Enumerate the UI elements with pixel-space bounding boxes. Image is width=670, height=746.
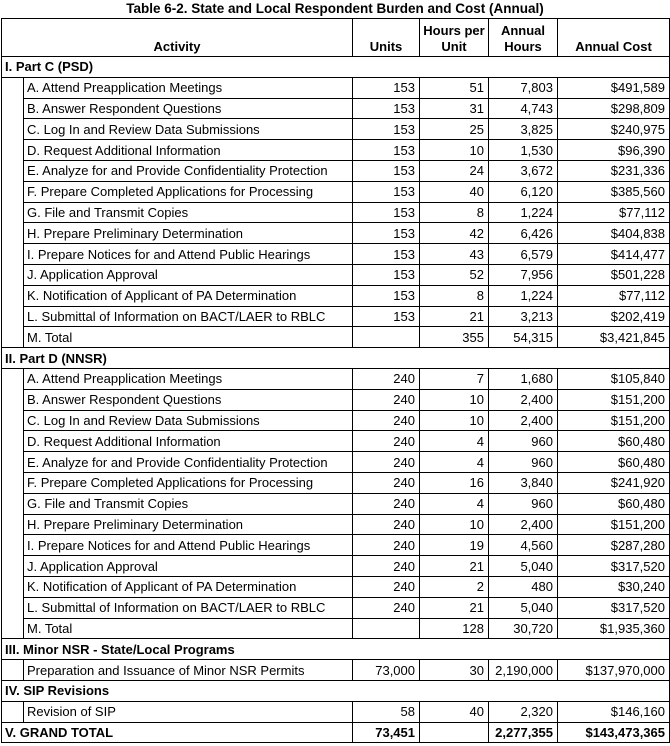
row-annual-hours: 6,579	[489, 244, 558, 265]
section-label: I. Part C (PSD)	[2, 57, 353, 78]
table-row	[2, 264, 670, 285]
header-annual-hours: Annual Hours	[489, 19, 558, 57]
row-units: 153	[353, 160, 420, 181]
row-annual-cost: $137,970,000	[558, 660, 670, 681]
row-indent	[2, 472, 24, 493]
grand-total-row	[2, 722, 670, 743]
row-indent	[2, 306, 24, 327]
table-row	[2, 181, 670, 202]
row-activity: H. Prepare Preliminary Determination	[24, 514, 353, 535]
row-indent	[2, 410, 24, 431]
section-header-fill	[353, 639, 670, 660]
row-activity: L. Submittal of Information on BACT/LAER to RBLC	[24, 597, 353, 618]
row-indent	[2, 368, 24, 389]
row-annual-cost: $151,200	[558, 389, 670, 410]
section-label: III. Minor NSR - State/Local Programs	[2, 639, 353, 660]
row-hours-per-unit: 19	[420, 535, 489, 556]
grand-total-hours-per-unit	[420, 722, 489, 743]
table-row	[2, 119, 670, 140]
row-hours-per-unit: 4	[420, 493, 489, 514]
row-units: 240	[353, 452, 420, 473]
row-activity: F. Prepare Completed Applications for Processing	[24, 181, 353, 202]
table-row	[2, 160, 670, 181]
row-hours-per-unit: 25	[420, 119, 489, 140]
row-annual-hours: 2,190,000	[489, 660, 558, 681]
row-activity: I. Prepare Notices for and Attend Public Hearings	[24, 244, 353, 265]
row-annual-hours: 7,803	[489, 77, 558, 98]
row-units: 240	[353, 472, 420, 493]
row-units: 240	[353, 556, 420, 577]
row-activity: E. Analyze for and Provide Confidentiality Protection	[24, 452, 353, 473]
table-row	[2, 223, 670, 244]
row-activity: A. Attend Preapplication Meetings	[24, 368, 353, 389]
table-row	[2, 597, 670, 618]
row-units: 153	[353, 98, 420, 119]
section-header-row	[2, 639, 670, 660]
section-label: II. Part D (NNSR)	[2, 348, 353, 369]
row-hours-per-unit: 10	[420, 389, 489, 410]
row-units: 240	[353, 535, 420, 556]
row-indent	[2, 514, 24, 535]
table-row	[2, 576, 670, 597]
row-hours-per-unit: 4	[420, 452, 489, 473]
row-units: 240	[353, 410, 420, 431]
row-activity: A. Attend Preapplication Meetings	[24, 77, 353, 98]
row-annual-hours: 1,680	[489, 368, 558, 389]
table-row	[2, 701, 670, 722]
table-row	[2, 556, 670, 577]
row-annual-hours: 2,320	[489, 701, 558, 722]
header-row	[2, 19, 670, 57]
row-annual-hours: 960	[489, 452, 558, 473]
grand-total-annual-hours: 2,277,355	[489, 722, 558, 743]
row-indent	[2, 597, 24, 618]
row-annual-hours: 6,426	[489, 223, 558, 244]
table-row	[2, 368, 670, 389]
row-annual-hours: 2,400	[489, 514, 558, 535]
row-activity: E. Analyze for and Provide Confidentiality Protection	[24, 160, 353, 181]
row-activity: L. Submittal of Information on BACT/LAER to RBLC	[24, 306, 353, 327]
row-annual-cost: $298,809	[558, 98, 670, 119]
table-row	[2, 535, 670, 556]
row-activity: C. Log In and Review Data Submissions	[24, 119, 353, 140]
row-indent	[2, 119, 24, 140]
table-row	[2, 244, 670, 265]
row-activity: I. Prepare Notices for and Attend Public Hearings	[24, 535, 353, 556]
table-row	[2, 140, 670, 161]
table-row	[2, 452, 670, 473]
row-hours-per-unit: 4	[420, 431, 489, 452]
row-annual-cost: $501,228	[558, 264, 670, 285]
row-activity: Preparation and Issuance of Minor NSR Permits	[24, 660, 353, 681]
row-annual-cost: $60,480	[558, 431, 670, 452]
row-hours-per-unit: 52	[420, 264, 489, 285]
row-annual-cost: $30,240	[558, 576, 670, 597]
row-annual-hours: 5,040	[489, 597, 558, 618]
row-hours-per-unit: 10	[420, 140, 489, 161]
row-annual-hours: 5,040	[489, 556, 558, 577]
row-annual-cost: $151,200	[558, 410, 670, 431]
row-units: 153	[353, 119, 420, 140]
row-hours-per-unit: 30	[420, 660, 489, 681]
row-annual-cost: $1,935,360	[558, 618, 670, 639]
row-units: 58	[353, 701, 420, 722]
row-annual-cost: $231,336	[558, 160, 670, 181]
row-annual-hours: 1,224	[489, 202, 558, 223]
grand-total-label: V. GRAND TOTAL	[2, 722, 353, 743]
row-annual-hours: 1,224	[489, 285, 558, 306]
row-annual-cost: $317,520	[558, 597, 670, 618]
row-indent	[2, 244, 24, 265]
row-units: 240	[353, 576, 420, 597]
row-annual-hours: 3,213	[489, 306, 558, 327]
row-annual-cost: $287,280	[558, 535, 670, 556]
row-units: 240	[353, 493, 420, 514]
row-annual-cost: $240,975	[558, 119, 670, 140]
row-annual-hours: 3,672	[489, 160, 558, 181]
row-hours-per-unit: 21	[420, 597, 489, 618]
row-hours-per-unit: 43	[420, 244, 489, 265]
row-activity: J. Application Approval	[24, 556, 353, 577]
row-activity: B. Answer Respondent Questions	[24, 98, 353, 119]
row-annual-cost: $241,920	[558, 472, 670, 493]
row-activity: H. Prepare Preliminary Determination	[24, 223, 353, 244]
row-units: 240	[353, 389, 420, 410]
row-hours-per-unit: 21	[420, 556, 489, 577]
row-hours-per-unit: 40	[420, 701, 489, 722]
row-hours-per-unit: 128	[420, 618, 489, 639]
row-hours-per-unit: 16	[420, 472, 489, 493]
row-indent	[2, 389, 24, 410]
row-activity: J. Application Approval	[24, 264, 353, 285]
row-hours-per-unit: 2	[420, 576, 489, 597]
header-hours-per-unit: Hours per Unit	[420, 19, 489, 57]
row-annual-hours: 3,840	[489, 472, 558, 493]
row-hours-per-unit: 10	[420, 514, 489, 535]
grand-total-annual-cost: $143,473,365	[558, 722, 670, 743]
row-indent	[2, 98, 24, 119]
row-annual-cost: $105,840	[558, 368, 670, 389]
row-hours-per-unit: 355	[420, 327, 489, 348]
row-activity: D. Request Additional Information	[24, 431, 353, 452]
row-hours-per-unit: 8	[420, 285, 489, 306]
row-annual-cost: $77,112	[558, 202, 670, 223]
row-annual-hours: 3,825	[489, 119, 558, 140]
row-hours-per-unit: 51	[420, 77, 489, 98]
section-label: IV. SIP Revisions	[2, 680, 353, 701]
row-annual-cost: $146,160	[558, 701, 670, 722]
row-activity: F. Prepare Completed Applications for Processing	[24, 472, 353, 493]
row-annual-cost: $317,520	[558, 556, 670, 577]
row-units: 153	[353, 244, 420, 265]
table-row	[2, 285, 670, 306]
row-activity: K. Notification of Applicant of PA Determination	[24, 285, 353, 306]
row-indent	[2, 160, 24, 181]
row-activity: K. Notification of Applicant of PA Determination	[24, 576, 353, 597]
row-indent	[2, 618, 24, 639]
row-indent	[2, 140, 24, 161]
table-row	[2, 98, 670, 119]
row-units: 153	[353, 181, 420, 202]
row-units: 153	[353, 306, 420, 327]
row-units: 153	[353, 264, 420, 285]
burden-cost-table	[1, 18, 670, 743]
row-indent	[2, 181, 24, 202]
table-row	[2, 472, 670, 493]
table-row	[2, 202, 670, 223]
row-hours-per-unit: 31	[420, 98, 489, 119]
table-row	[2, 306, 670, 327]
row-units: 240	[353, 431, 420, 452]
header-annual-cost: Annual Cost	[558, 19, 670, 57]
row-units: 153	[353, 77, 420, 98]
header-units: Units	[353, 19, 420, 57]
row-activity: C. Log In and Review Data Submissions	[24, 410, 353, 431]
section-header-fill	[353, 57, 670, 78]
row-activity: G. File and Transmit Copies	[24, 493, 353, 514]
table-row	[2, 327, 670, 348]
row-activity: G. File and Transmit Copies	[24, 202, 353, 223]
grand-total-units: 73,451	[353, 722, 420, 743]
table-row	[2, 493, 670, 514]
row-activity: M. Total	[24, 618, 353, 639]
row-indent	[2, 77, 24, 98]
row-indent	[2, 556, 24, 577]
row-units: 73,000	[353, 660, 420, 681]
row-units: 240	[353, 368, 420, 389]
row-hours-per-unit: 10	[420, 410, 489, 431]
row-indent	[2, 535, 24, 556]
row-indent	[2, 701, 24, 722]
row-annual-hours: 4,560	[489, 535, 558, 556]
row-annual-cost: $60,480	[558, 452, 670, 473]
row-indent	[2, 431, 24, 452]
table-row	[2, 618, 670, 639]
section-header-row	[2, 57, 670, 78]
row-units: 153	[353, 285, 420, 306]
row-annual-hours: 960	[489, 431, 558, 452]
table-row	[2, 660, 670, 681]
row-annual-hours: 7,956	[489, 264, 558, 285]
row-annual-hours: 30,720	[489, 618, 558, 639]
row-units: 153	[353, 223, 420, 244]
table-row	[2, 514, 670, 535]
row-annual-cost: $3,421,845	[558, 327, 670, 348]
row-annual-hours: 2,400	[489, 389, 558, 410]
row-annual-cost: $96,390	[558, 140, 670, 161]
row-indent	[2, 576, 24, 597]
row-annual-hours: 960	[489, 493, 558, 514]
row-activity: Revision of SIP	[24, 701, 353, 722]
row-annual-cost: $77,112	[558, 285, 670, 306]
row-annual-cost: $491,589	[558, 77, 670, 98]
row-indent	[2, 285, 24, 306]
row-indent	[2, 327, 24, 348]
row-annual-cost: $202,419	[558, 306, 670, 327]
row-hours-per-unit: 24	[420, 160, 489, 181]
row-hours-per-unit: 21	[420, 306, 489, 327]
section-header-fill	[353, 348, 670, 369]
row-annual-cost: $414,477	[558, 244, 670, 265]
row-annual-cost: $151,200	[558, 514, 670, 535]
table-row	[2, 410, 670, 431]
row-units: 240	[353, 514, 420, 535]
row-units: 153	[353, 140, 420, 161]
section-header-row	[2, 680, 670, 701]
row-units: 153	[353, 202, 420, 223]
table-body	[2, 57, 670, 743]
row-annual-hours: 54,315	[489, 327, 558, 348]
row-annual-hours: 480	[489, 576, 558, 597]
row-units: 240	[353, 597, 420, 618]
row-annual-cost: $404,838	[558, 223, 670, 244]
row-indent	[2, 660, 24, 681]
row-annual-hours: 2,400	[489, 410, 558, 431]
table-row	[2, 389, 670, 410]
row-indent	[2, 493, 24, 514]
row-activity: D. Request Additional Information	[24, 140, 353, 161]
row-hours-per-unit: 40	[420, 181, 489, 202]
section-header-fill	[353, 680, 670, 701]
row-annual-hours: 6,120	[489, 181, 558, 202]
row-hours-per-unit: 42	[420, 223, 489, 244]
row-units	[353, 327, 420, 348]
row-indent	[2, 264, 24, 285]
row-annual-hours: 4,743	[489, 98, 558, 119]
table-row	[2, 431, 670, 452]
row-hours-per-unit: 8	[420, 202, 489, 223]
table-title: Table 6-2. State and Local Respondent Burden and Cost (Annual)	[126, 1, 544, 16]
row-activity: M. Total	[24, 327, 353, 348]
table-row	[2, 77, 670, 98]
row-indent	[2, 223, 24, 244]
row-annual-hours: 1,530	[489, 140, 558, 161]
row-units	[353, 618, 420, 639]
row-activity: B. Answer Respondent Questions	[24, 389, 353, 410]
header-activity: Activity	[2, 19, 353, 57]
row-indent	[2, 202, 24, 223]
row-annual-cost: $385,560	[558, 181, 670, 202]
row-indent	[2, 452, 24, 473]
row-annual-cost: $60,480	[558, 493, 670, 514]
row-hours-per-unit: 7	[420, 368, 489, 389]
section-header-row	[2, 348, 670, 369]
